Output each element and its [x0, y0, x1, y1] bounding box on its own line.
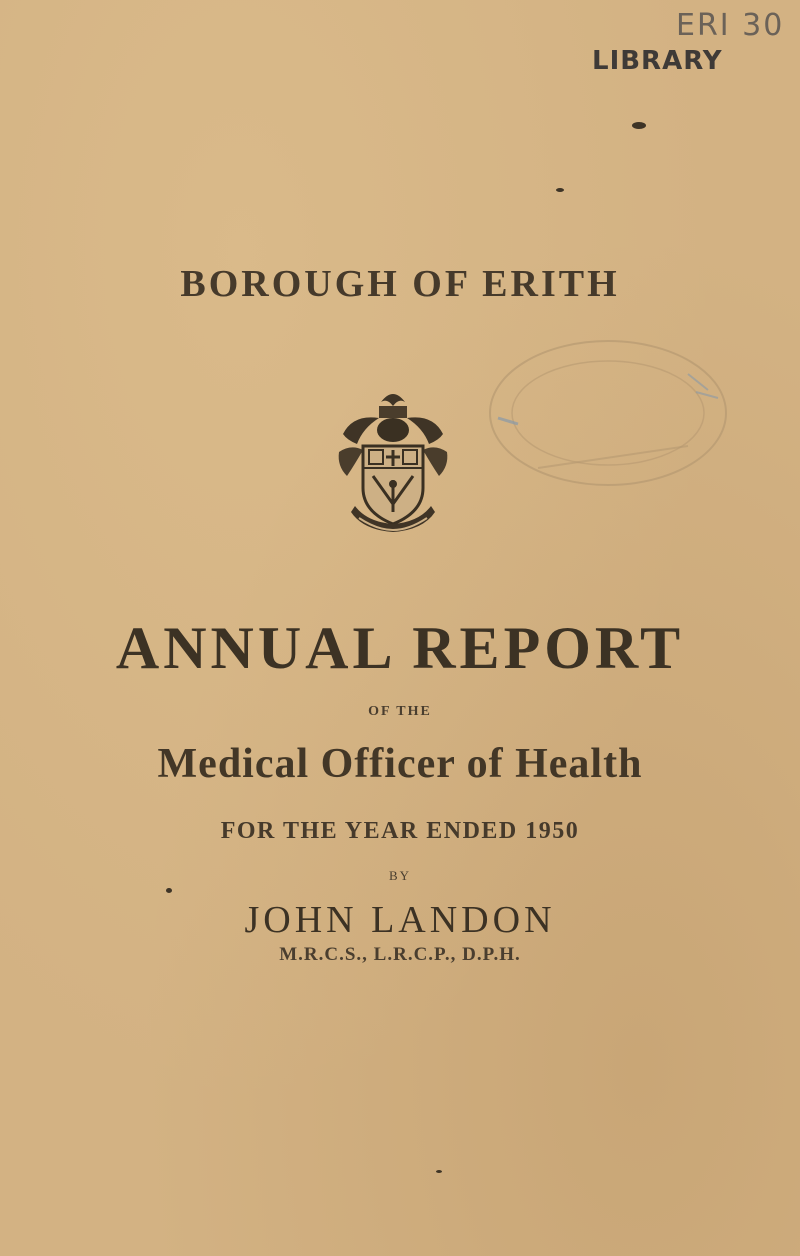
- by-label: BY: [388, 868, 412, 883]
- coat-of-arms-icon: [333, 384, 453, 549]
- author-name: JOHN LANDON: [244, 899, 556, 941]
- report-subject: Medical Officer of Health: [157, 741, 643, 787]
- ink-speck: [436, 1170, 442, 1173]
- author-qualifications: M.R.C.S., L.R.C.P., D.P.H.: [279, 944, 521, 965]
- ink-speck: [632, 122, 646, 129]
- report-title: ANNUAL REPORT: [115, 615, 685, 681]
- library-stamp: LIBRARY: [592, 46, 723, 76]
- of-the-label: OF THE: [368, 704, 432, 719]
- ink-speck: [166, 888, 172, 893]
- ink-speck: [556, 188, 564, 192]
- report-period: FOR THE YEAR ENDED 1950: [220, 818, 580, 844]
- ministry-library-stamp: [478, 328, 738, 503]
- borough-title: BOROUGH OF ERITH: [180, 263, 620, 305]
- handwritten-code: ERI 30: [676, 8, 785, 43]
